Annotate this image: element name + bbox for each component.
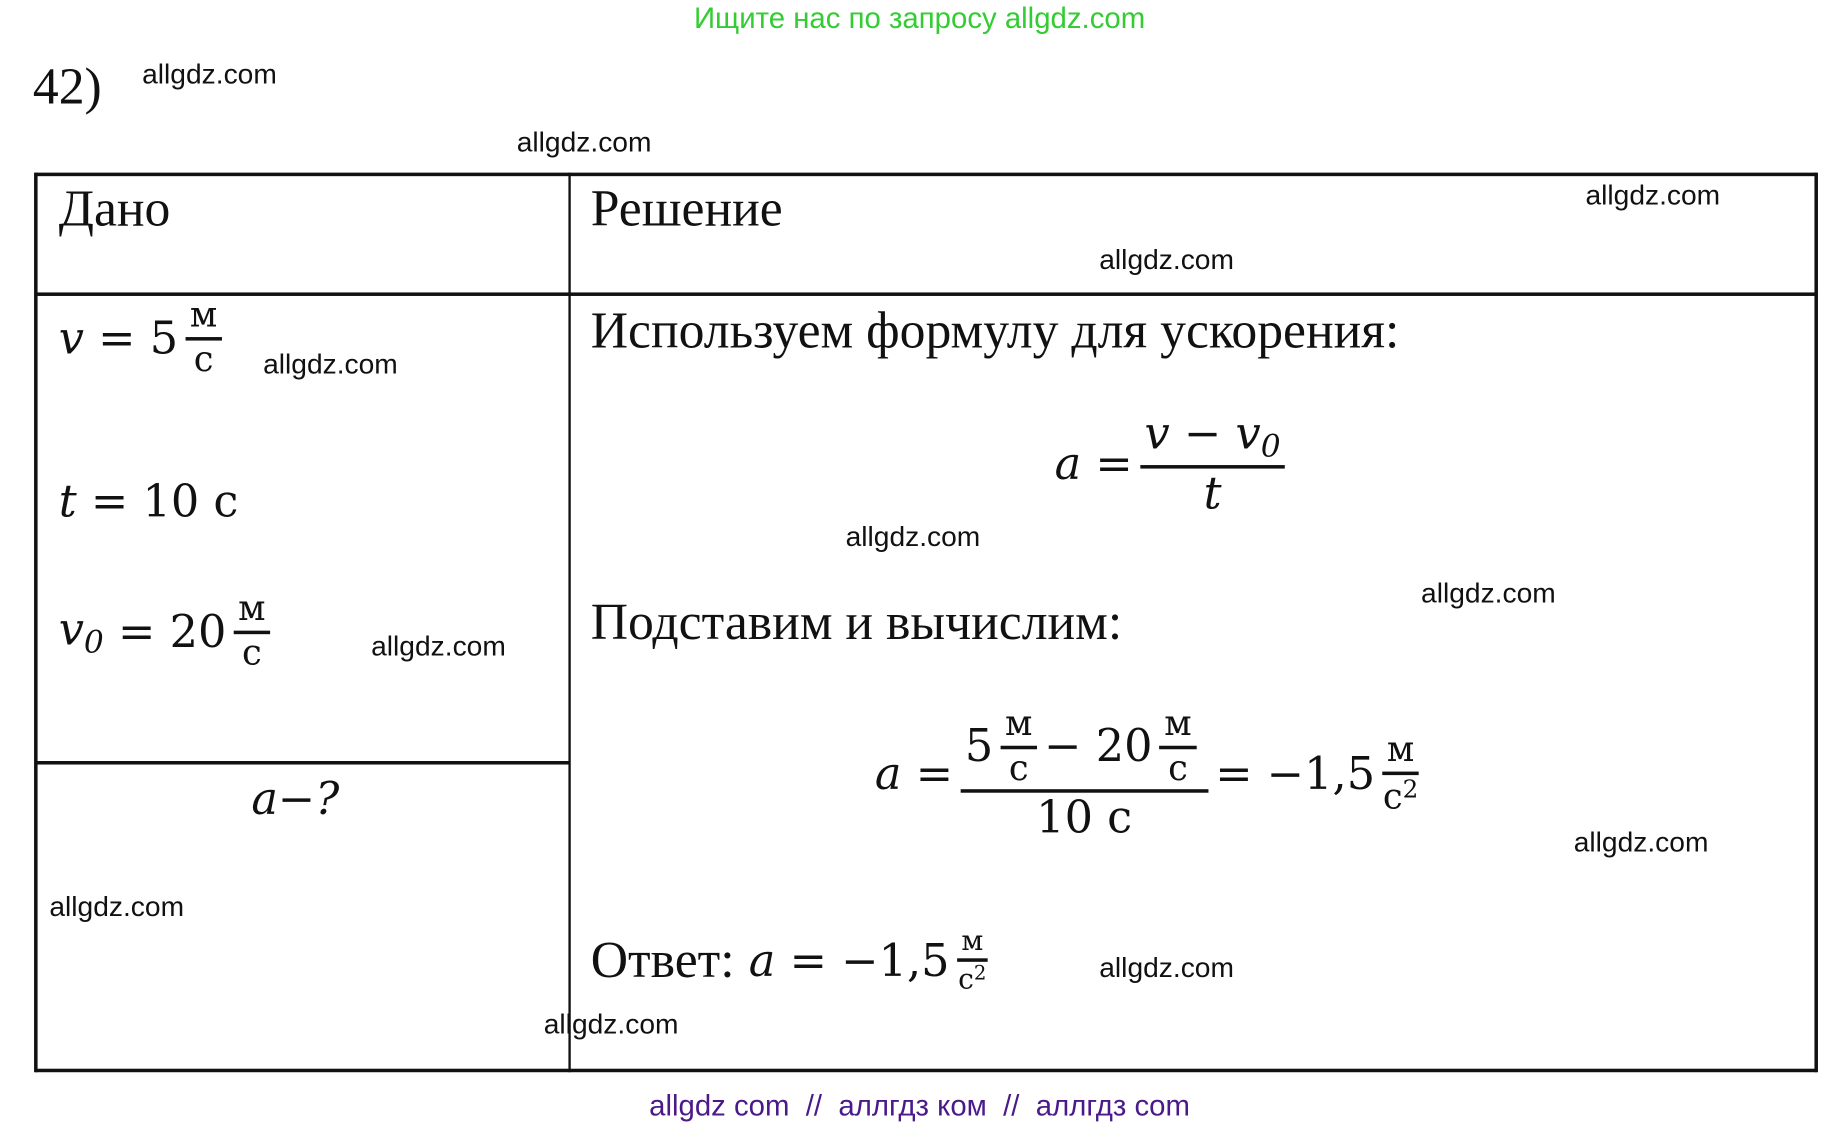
num-text: v − v (1144, 407, 1261, 460)
denominator: 10 с (1036, 791, 1133, 844)
answer (591, 925, 995, 995)
watermark: allgdz.com (845, 521, 981, 554)
value: = 20 (118, 605, 227, 658)
var-t: t (58, 475, 77, 528)
watermark: allgdz.com (1099, 952, 1234, 985)
watermark: allgdz.com (142, 58, 277, 91)
watermark: allgdz.com (371, 630, 506, 663)
unit-fraction (185, 296, 222, 381)
var-v0 (59, 603, 104, 660)
power: 2 (1402, 774, 1419, 803)
denominator: t (1203, 467, 1222, 520)
given-velocity (59, 296, 229, 381)
watermark: allgdz.com (1573, 826, 1709, 859)
given-find-divider (35, 761, 569, 765)
numerator (960, 705, 1208, 793)
unit-den: с (1168, 747, 1188, 789)
answer-label: Ответ: (590, 931, 735, 990)
table-border-right (1814, 173, 1818, 1073)
problem-number: 42) (32, 57, 102, 116)
unit-den: с (241, 632, 262, 674)
unit-num: м (1160, 705, 1197, 749)
watermark: allgdz.com (1585, 179, 1721, 212)
subscript: 0 (1260, 428, 1281, 465)
unit-num: м (1000, 705, 1037, 749)
watermark: allgdz.com (1421, 577, 1556, 610)
unit-den: с (193, 338, 214, 380)
value: = 10 с (90, 475, 239, 528)
find-quantity: a−? (251, 772, 340, 825)
calc-fraction (960, 705, 1208, 844)
watermark: allgdz.com (1099, 244, 1234, 276)
calculation (875, 705, 1426, 844)
result: = −1,5 (1215, 748, 1376, 801)
solution-step-1: Используем формулу для ускорения: (590, 301, 1400, 360)
unit-den (958, 961, 986, 995)
unit-fraction (233, 590, 270, 675)
solution-step-2: Подставим и вычислим: (590, 593, 1123, 651)
watermark: allgdz.com (49, 891, 185, 924)
footer-links[interactable]: allgdz com // аллгдз ком // аллгдз com (649, 1089, 1190, 1123)
table-border-left (34, 173, 38, 1073)
den: с (1382, 776, 1403, 818)
var-a: a (748, 934, 776, 987)
value: = −1,5 (789, 934, 950, 987)
numerator (1140, 409, 1285, 469)
column-divider (568, 173, 570, 1073)
unit-num: м (957, 925, 988, 961)
unit-num: м (1382, 731, 1419, 775)
unit-fraction (957, 925, 988, 995)
unit-fraction (1000, 705, 1037, 790)
formula-fraction (1140, 409, 1285, 520)
given-header: Дано (58, 179, 171, 238)
var-v: v (58, 312, 84, 365)
watermark: allgdz.com (516, 126, 652, 159)
power: 2 (973, 960, 987, 984)
unit-fraction (1160, 705, 1197, 790)
solution-header: Решение (590, 179, 783, 238)
acceleration-formula (1055, 409, 1293, 520)
value: = 5 (98, 312, 179, 365)
den: с (958, 961, 974, 995)
unit-den: с (1008, 747, 1029, 789)
minus-term: − 20 (1044, 720, 1153, 772)
watermark: allgdz.com (543, 1008, 679, 1041)
table-border-top (35, 173, 1817, 177)
lhs: a = (874, 748, 954, 801)
given-time (59, 476, 239, 528)
unit-den (1383, 775, 1418, 818)
lhs: a = (1054, 438, 1133, 491)
n1: 5 (964, 720, 994, 772)
unit-num: м (233, 590, 270, 634)
result-unit (1382, 731, 1419, 818)
header-row-divider (35, 292, 1817, 296)
unit-num: м (185, 296, 222, 340)
given-initial-velocity (59, 590, 278, 675)
watermark: allgdz.com (263, 348, 398, 381)
table-border-bottom (35, 1069, 1817, 1073)
var: v (58, 603, 84, 655)
subscript: 0 (83, 623, 104, 661)
header-search-link[interactable]: Ищите нас по запросу allgdz.com (693, 2, 1146, 36)
